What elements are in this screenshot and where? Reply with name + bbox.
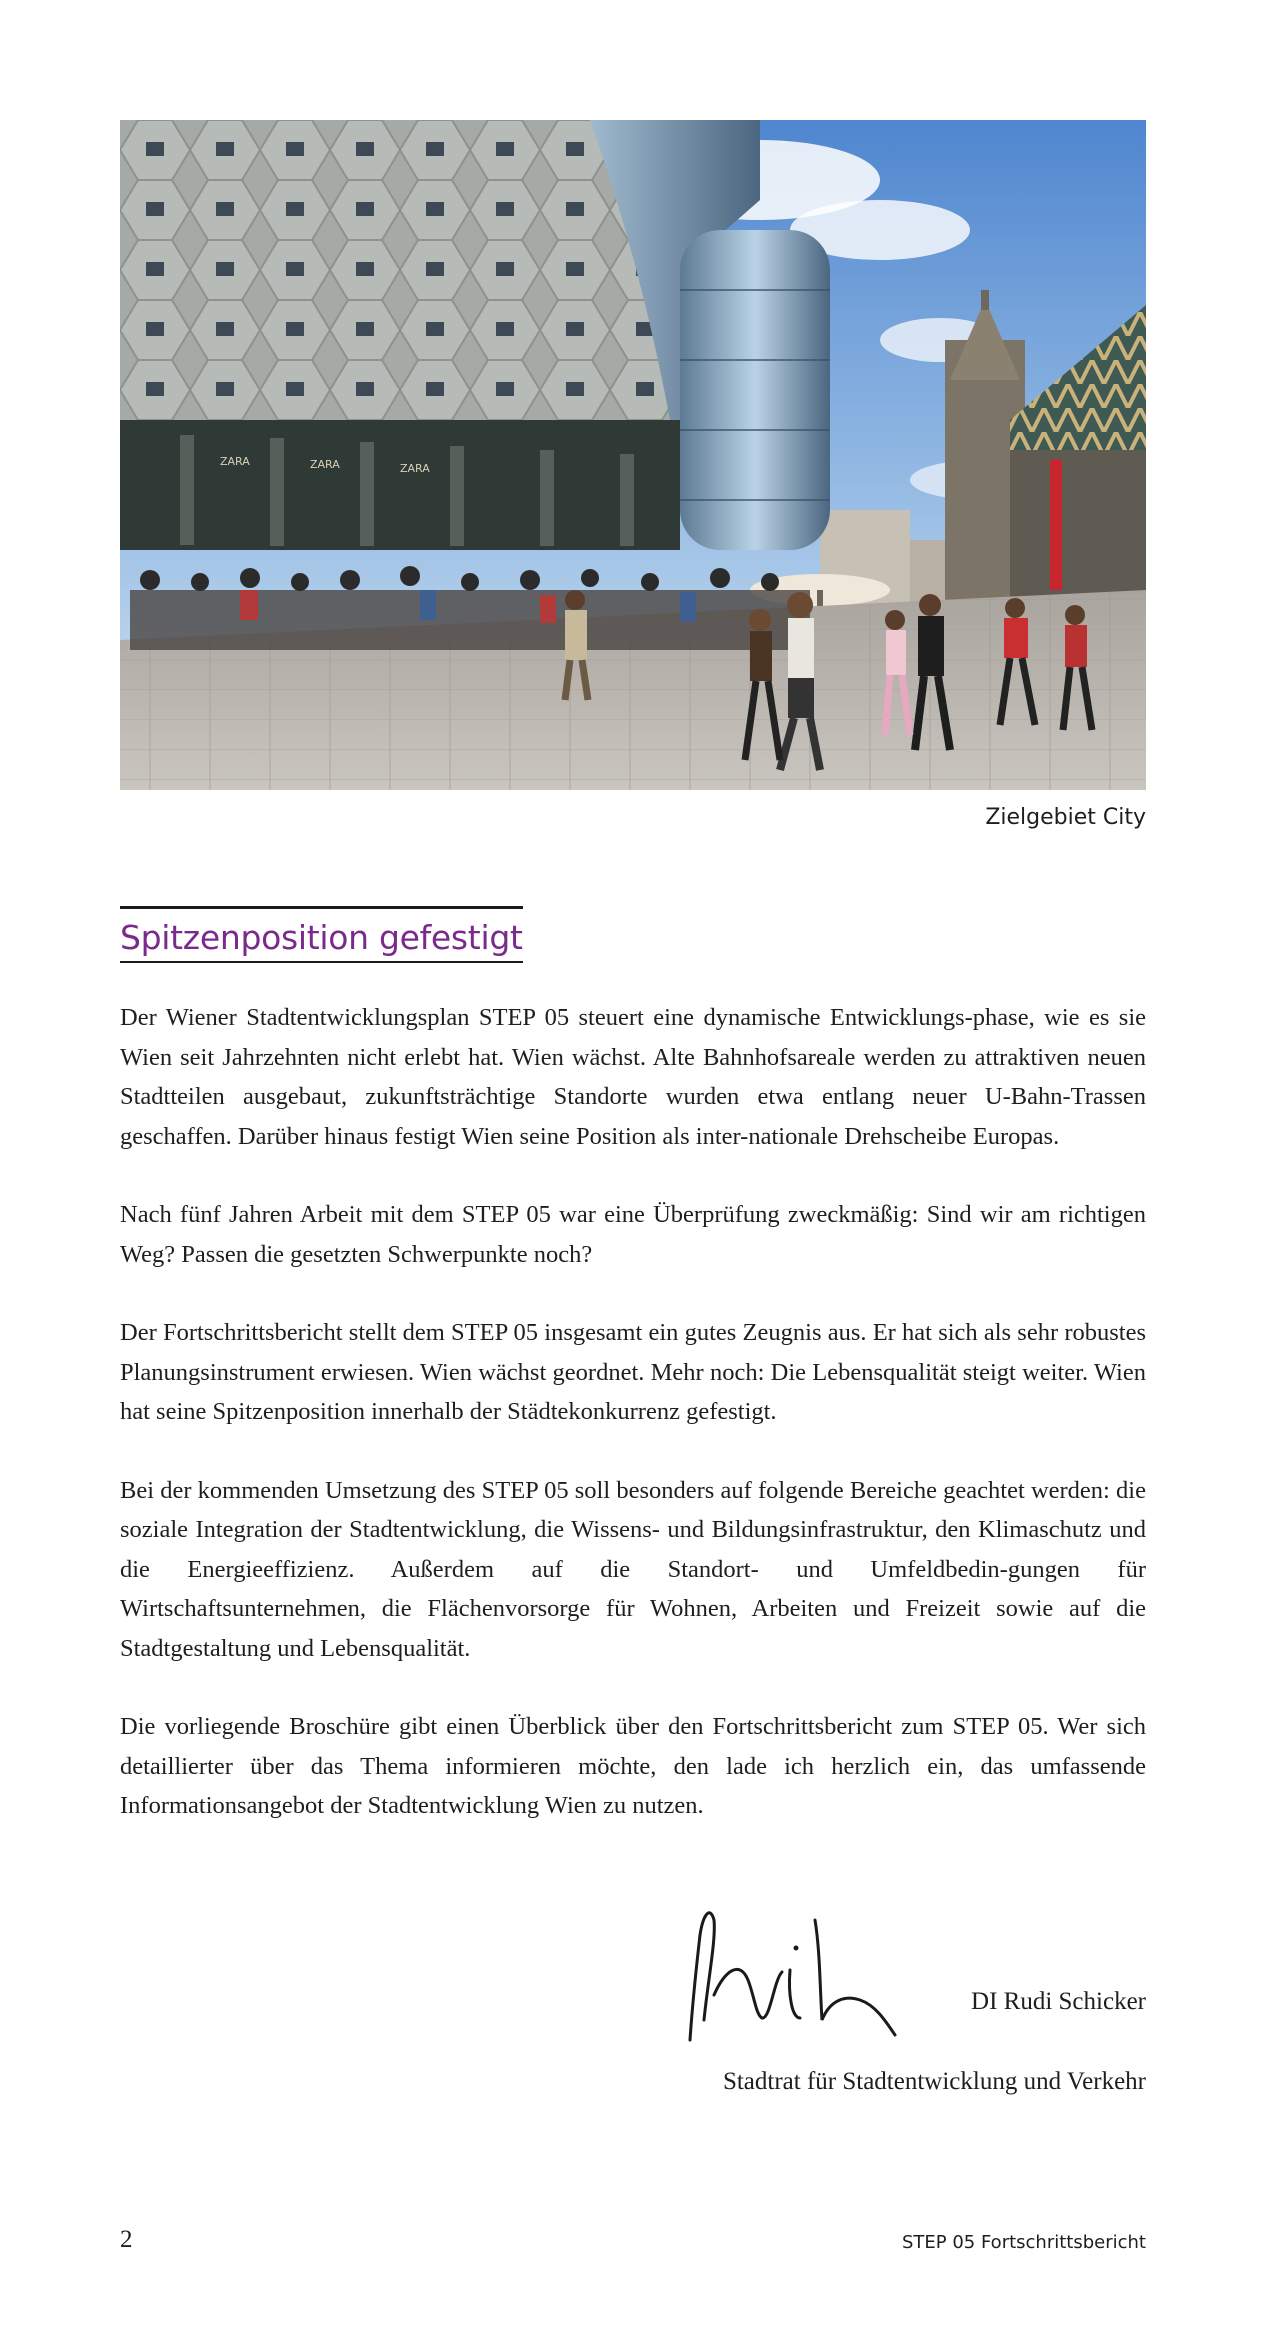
- footer-document-title: STEP 05 Fortschrittsbericht: [901, 2232, 1146, 2253]
- paragraph-5: Die vorliegende Broschüre gibt einen Überblick über den Fortschrittsbericht zum STEP 05. Wer sich detaillierter über das Thema informieren möchte, den lade ich herzlich ein, das umfassende Informationsangebot der Stadtentwicklung Wien zu nutzen.: [120, 1713, 1146, 1819]
- signatory-name: DI Rudi Schicker: [971, 1988, 1146, 2015]
- signatory-title: Stadtrat für Stadtentwicklung und Verkehr: [722, 2068, 1146, 2095]
- paragraph-2: Nach fünf Jahren Arbeit mit dem STEP 05 war eine Überprüfung zweckmäßig: Sind wir am richtigen Weg? Passen die gesetzten Schwerpunkte noch?: [120, 1201, 1146, 1268]
- paragraph-1: Der Wiener Stadtentwicklungsplan STEP 05 steuert eine dynamische Entwicklungs-phase, wie es sie Wien seit Jahrzehnten nicht erlebt hat. Wien wächst. Alte Bahnhofsareale werden zu attraktiven neuen Stadtteilen ausgebaut, zukunftsträchtige Standorte wurden etwa entlang neuer U-Bahn-Trassen geschaffen. Darüber hinaus festigt Wien seine Position als inter-nationale Drehscheibe Europas.: [120, 1004, 1146, 1150]
- shop-sign-3: ZARA: [400, 462, 430, 475]
- page-number: 2: [120, 2226, 133, 2253]
- handwritten-signature: [670, 1900, 1146, 2050]
- section-heading: Spitzenposition gefestigt: [120, 906, 523, 963]
- body-text: [120, 998, 1146, 1865]
- photo-caption: Zielgebiet City: [985, 805, 1146, 830]
- shop-sign-1: ZARA: [220, 455, 250, 468]
- paragraph-3: Der Fortschrittsbericht stellt dem STEP 05 insgesamt ein gutes Zeugnis aus. Er hat sich als sehr robustes Planungsinstrument erwiesen. Wien wächst geordnet. Mehr noch: Die Lebensqualität steigt weiter. Wien hat seine Spitzenposition innerhalb der Städtekonkurrenz gefestigt.: [120, 1319, 1146, 1425]
- shop-sign-2: ZARA: [310, 458, 340, 471]
- paragraph-4: Bei der kommenden Umsetzung des STEP 05 soll besonders auf folgende Bereiche geachtet werden: die soziale Integration der Stadtentwicklung, die Wissens- und Bildungsinfrastruktur, den Klimaschutz und die Energieeffizienz. Außerdem auf die Standort- und Umfeldbedin-gungen für Wirtschaftsunternehmen, die Flächenvorsorge für Wohnen, Arbeiten und Freizeit sowie auf die Stadtgestaltung und Lebensqualität.: [120, 1476, 1146, 1662]
- city-photo: [120, 120, 1146, 790]
